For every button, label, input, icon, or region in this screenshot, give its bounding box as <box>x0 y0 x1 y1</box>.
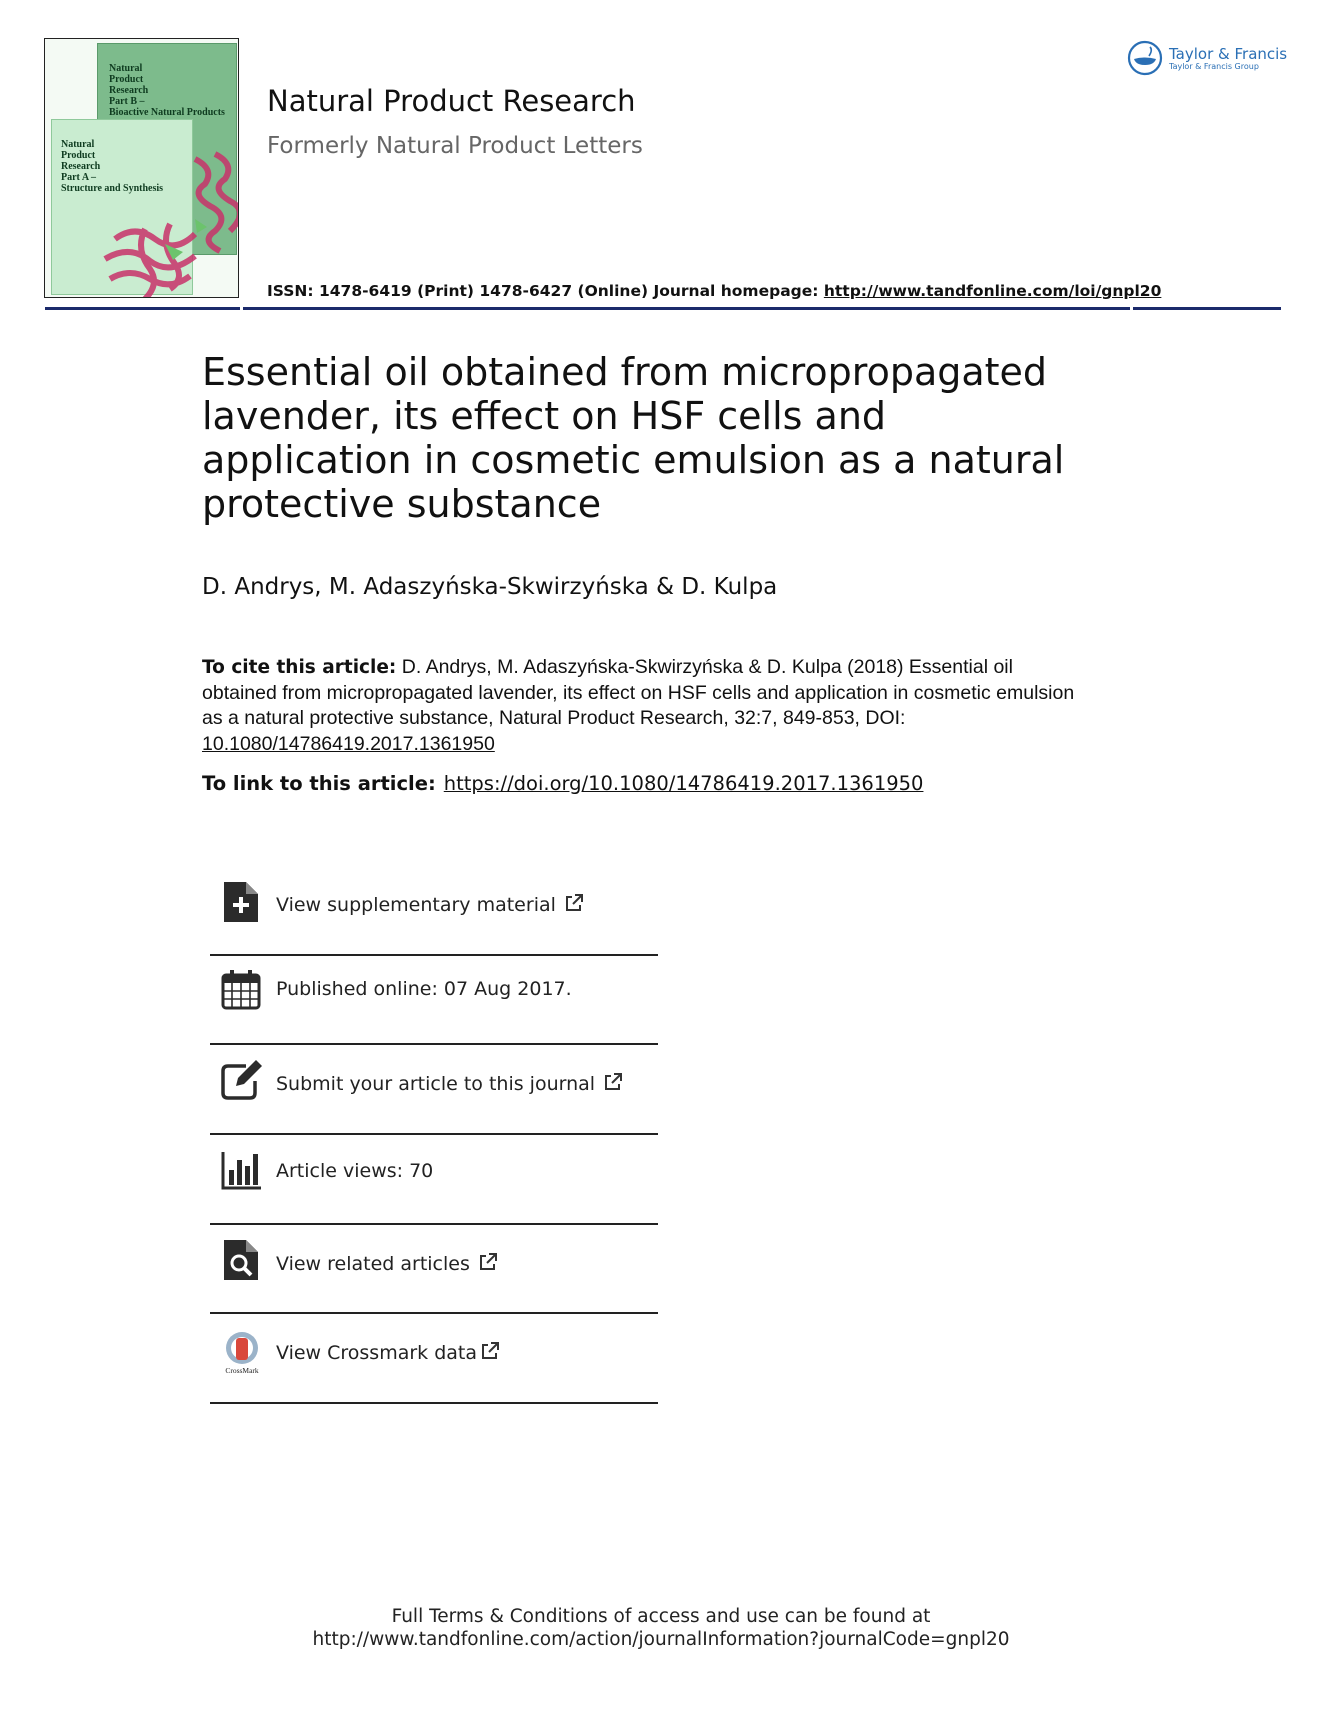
header-divider-gap <box>240 306 243 312</box>
article-link-label: To link to this article: <box>202 772 436 795</box>
article-doi-link[interactable]: https://doi.org/10.1080/14786419.2017.1361950 <box>443 772 924 795</box>
publisher-name: Taylor & Francis <box>1169 44 1288 63</box>
submit-article-label: Submit your article to this journal <box>276 1072 623 1095</box>
protein-illustration-icon <box>45 39 239 298</box>
citation-label: To cite this article: <box>202 657 397 678</box>
crossmark-label: View Crossmark data <box>276 1341 500 1364</box>
taylor-francis-lamp-icon <box>1127 40 1163 76</box>
cover-front-title: Natural Product Research Part A – Structure and Synthesis <box>61 139 164 194</box>
calendar-icon <box>220 968 264 1012</box>
crossmark-caption: CrossMark <box>225 1366 259 1374</box>
supplementary-material-label: View supplementary material <box>276 893 584 916</box>
header-divider <box>45 307 1281 310</box>
file-plus-icon <box>220 880 264 924</box>
footer-url[interactable]: http://www.tandfonline.com/action/journalInformation?journalCode=gnpl20 <box>312 1629 1010 1650</box>
item-divider <box>210 1312 658 1314</box>
article-views-label: Article views: 70 <box>276 1160 434 1182</box>
related-articles-label: View related articles <box>276 1252 498 1275</box>
citation-doi-link[interactable]: 10.1080/14786419.2017.1361950 <box>202 732 495 755</box>
published-online-label: Published online: 07 Aug 2017. <box>276 978 572 1000</box>
item-divider <box>210 1133 658 1135</box>
article-title: Essential oil obtained from micropropagated lavender, its effect on HSF cells and application in cosmetic emulsion as a natural protective substance <box>202 350 1065 526</box>
crossmark-icon <box>220 1330 264 1374</box>
item-divider <box>210 1402 658 1404</box>
article-link-line <box>202 772 923 795</box>
item-divider <box>210 1223 658 1225</box>
journal-title: Natural Product Research <box>267 84 636 118</box>
journal-cover-image <box>44 38 239 298</box>
publisher-group: Taylor & Francis Group <box>1169 61 1259 71</box>
file-search-icon <box>220 1238 264 1282</box>
journal-homepage-link[interactable]: http://www.tandfonline.com/loi/gnpl20 <box>823 282 1162 300</box>
item-divider <box>210 954 658 956</box>
external-link-icon <box>603 1072 623 1092</box>
journal-subtitle: Formerly Natural Product Letters <box>267 133 643 159</box>
article-authors: D. Andrys, M. Adaszyńska-Skwirzyńska & D. Kulpa <box>202 574 778 600</box>
external-link-icon <box>480 1341 500 1361</box>
item-divider <box>210 1043 658 1045</box>
crossmark-item[interactable] <box>210 1330 658 1418</box>
external-link-icon <box>478 1252 498 1272</box>
edit-icon <box>220 1058 264 1102</box>
issn-line <box>267 282 1161 300</box>
header-divider-gap <box>1130 306 1133 312</box>
external-link-icon <box>564 893 584 913</box>
publisher-logo[interactable] <box>1127 40 1287 76</box>
bar-chart-icon <box>220 1148 264 1192</box>
citation-block <box>202 655 1082 757</box>
footer-terms: Full Terms & Conditions of access and use can be found at <box>391 1606 931 1627</box>
cover-back-title: Natural Product Research Part B – Bioactive Natural Products <box>109 63 225 118</box>
issn-text: ISSN: 1478-6419 (Print) 1478-6427 (Online) Journal homepage: <box>267 282 824 300</box>
citation-text: D. Andrys, M. Adaszyńska-Skwirzyńska & D. Kulpa (2018) Essential oil obtained from micropropagated lavender, its effect on HSF cells and application in cosmetic emulsion as a natural protective substance, Natural Product Research, 32:7, 849-853, DOI: <box>202 656 1075 729</box>
